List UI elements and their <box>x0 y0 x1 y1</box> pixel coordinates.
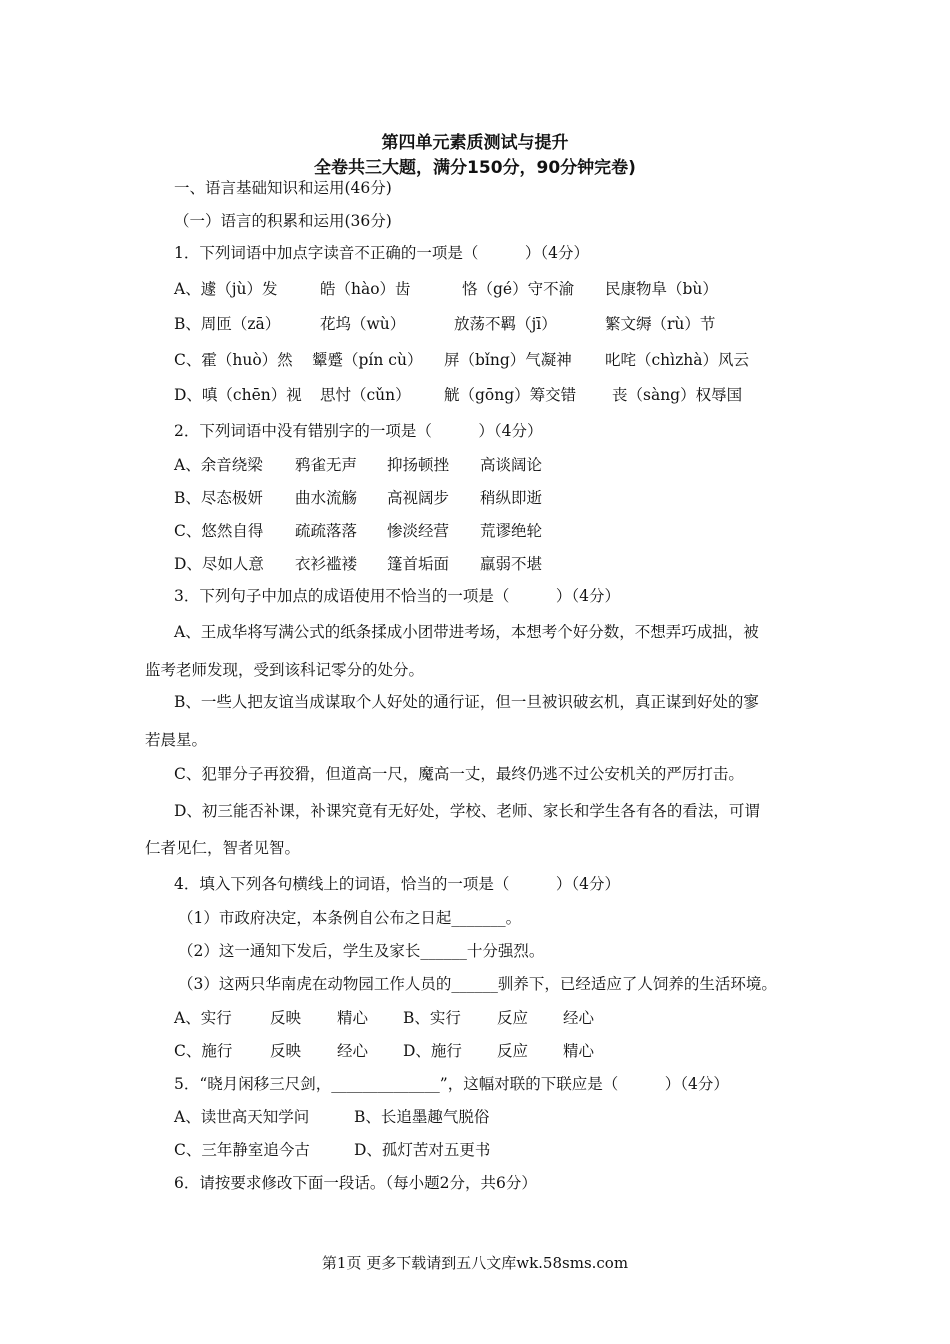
q2-d-2: 衣衫褴褛 <box>295 555 358 573</box>
page-title: 第四单元素质测试与提升 <box>381 133 569 153</box>
q6-stem: 6．请按要求修改下面一段话。（每小题2分，共6分） <box>174 1174 537 1192</box>
q1-d-3: 觥（gōng）筹交错 <box>444 386 577 404</box>
q2-b-4: 稍纵即逝 <box>480 489 543 507</box>
q2-b-3: 高视阔步 <box>387 489 450 507</box>
q5-option-b: B、长追墨趣气脱俗 <box>354 1108 490 1126</box>
q4-r2-4: D、施行 <box>403 1042 462 1060</box>
q1-a-2: 皓（hào）齿 <box>320 280 411 298</box>
q2-c-3: 惨淡经营 <box>387 522 450 540</box>
subsection-heading: （一）语言的积累和运用(36分) <box>174 212 392 230</box>
q2-a-2: 鸦雀无声 <box>295 456 358 474</box>
q5-option-d: D、孤灯苦对五更书 <box>354 1141 491 1159</box>
q2-d-3: 篷首垢面 <box>387 555 450 573</box>
q3-stem: 3．下列句子中加点的成语使用不恰当的一项是（ ）（4分） <box>174 587 620 605</box>
q2-c-2: 疏疏落落 <box>295 522 358 540</box>
q4-r1-5: 反应 <box>497 1009 529 1027</box>
q4-r1-3: 精心 <box>337 1009 369 1027</box>
q2-a-3: 抑扬顿挫 <box>387 456 450 474</box>
q2-b-2: 曲水流觞 <box>295 489 358 507</box>
q2-c-4: 荒谬绝轮 <box>480 522 543 540</box>
q1-stem: 1．下列词语中加点字读音不正确的一项是（ ）（4分） <box>174 244 589 262</box>
q1-c-2: 颦蹙（pín cù） <box>312 351 423 369</box>
q1-d-2: 思忖（cǔn） <box>320 386 411 404</box>
q1-b-1: B、周匝（zā） <box>174 315 281 333</box>
q4-sentence-2: （2）这一通知下发后，学生及家长______十分强烈。 <box>178 942 545 960</box>
q3-option-a-cont: 监考老师发现，受到该科记零分的处分。 <box>145 661 425 679</box>
q1-c-4: 叱咤（chìzhà）风云 <box>605 351 750 369</box>
q5-option-a: A、读世高天知学问 <box>174 1108 310 1126</box>
q4-r2-1: C、施行 <box>174 1042 233 1060</box>
section-heading: 一、语言基础知识和运用(46分) <box>174 179 392 197</box>
q3-option-b: B、一些人把友谊当成谋取个人好处的通行证，但一旦被识破玄机，真正谋到好处的寥 <box>174 693 759 711</box>
q1-a-1: A、遽（jù）发 <box>174 280 278 298</box>
q2-d-4: 羸弱不堪 <box>480 555 543 573</box>
q3-option-c: C、犯罪分子再狡猾，但道高一尺，魔高一丈，最终仍逃不过公安机关的严厉打击。 <box>174 765 744 783</box>
q1-b-3: 放荡不羁（jī） <box>454 315 557 333</box>
q4-sentence-3: （3）这两只华南虎在动物园工作人员的______驯养下，已经适应了人饲养的生活环境。 <box>178 975 777 993</box>
q5-option-c: C、三年静室追今古 <box>174 1141 310 1159</box>
q3-option-b-cont: 若晨星。 <box>145 731 208 749</box>
q4-r1-6: 经心 <box>563 1009 595 1027</box>
q4-sentence-1: （1）市政府决定，本条例自公布之日起_______。 <box>178 909 522 927</box>
q1-b-4: 繁文缛（rù）节 <box>605 315 716 333</box>
q1-d-4: 丧（sàng）权辱国 <box>612 386 743 404</box>
q2-stem: 2．下列词语中没有错别字的一项是（ ）（4分） <box>174 422 543 440</box>
q2-a-1: A、余音绕梁 <box>174 456 263 474</box>
q1-d-1: D、嗔（chēn）视 <box>174 386 302 404</box>
q2-d-1: D、尽如人意 <box>174 555 264 573</box>
q3-option-d-cont: 仁者见仁，智者见智。 <box>145 839 301 857</box>
q4-stem: 4．填入下列各句横线上的词语，恰当的一项是（ ）（4分） <box>174 875 620 893</box>
q2-b-1: B、尽态极妍 <box>174 489 263 507</box>
q3-option-d: D、初三能否补课，补课究竟有无好处，学校、老师、家长和学生各有各的看法，可谓 <box>174 802 760 820</box>
q3-option-a: A、王成华将写满公式的纸条揉成小团带进考场，本想考个好分数，不想弄巧成拙，被 <box>174 623 759 641</box>
q5-stem: 5．“晓月闲移三尺剑，______________”，这幅对联的下联应是（ ）（4分） <box>174 1075 729 1093</box>
q1-a-3: 恪（gé）守不渝 <box>462 280 575 298</box>
q1-a-4: 民康物阜（bù） <box>605 280 718 298</box>
page-footer: 第1页 更多下载请到五八文库wk.58sms.com <box>321 1254 629 1272</box>
q2-c-1: C、悠然自得 <box>174 522 264 540</box>
q4-r1-1: A、实行 <box>174 1009 232 1027</box>
page-subtitle: 全卷共三大题，满分150分，90分钟完卷) <box>314 158 636 178</box>
q2-a-4: 高谈阔论 <box>480 456 543 474</box>
q1-b-2: 花坞（wù） <box>320 315 406 333</box>
q4-r2-5: 反应 <box>497 1042 529 1060</box>
q1-c-3: 屏（bǐng）气凝神 <box>444 351 572 369</box>
q4-r1-2: 反映 <box>270 1009 302 1027</box>
q4-r2-3: 经心 <box>337 1042 369 1060</box>
q4-r1-4: B、实行 <box>403 1009 461 1027</box>
q1-c-1: C、霍（huò）然 <box>174 351 293 369</box>
q4-r2-2: 反映 <box>270 1042 302 1060</box>
q4-r2-6: 精心 <box>563 1042 595 1060</box>
